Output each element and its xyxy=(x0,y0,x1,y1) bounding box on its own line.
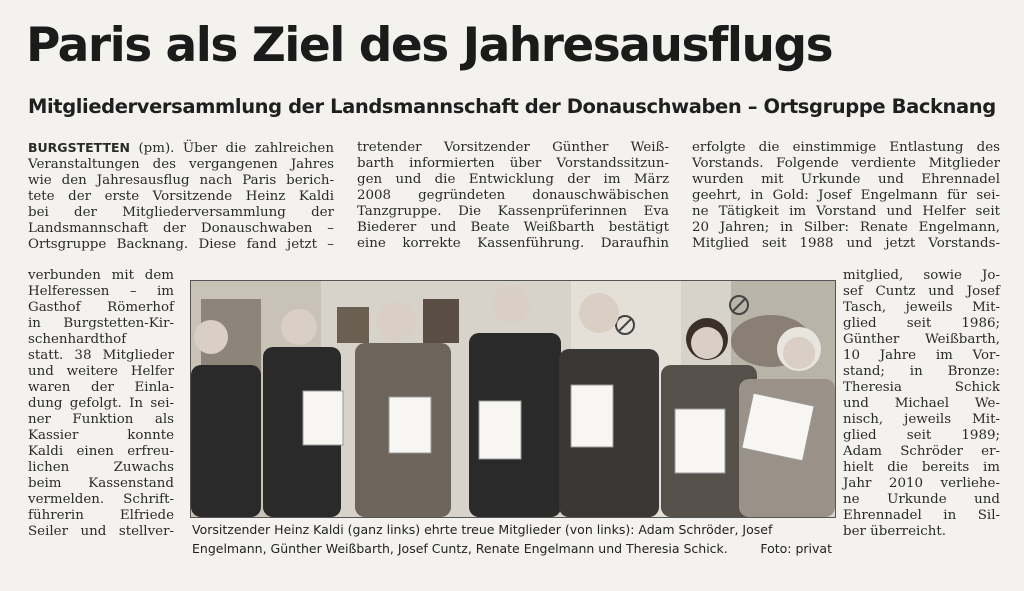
group-photo xyxy=(190,280,836,518)
article-line: ne Tätigkeit im Vorstand und Helfer seit xyxy=(692,204,1000,219)
headline: Paris als Ziel des Jahresausflugs xyxy=(26,18,833,73)
article-line xyxy=(28,140,334,157)
article-line: Vorstands. Folgende verdiente Mitglieder xyxy=(692,156,1000,171)
article-column-1-narrow xyxy=(28,268,174,540)
article-line: 10 Jahre im Vor- xyxy=(843,348,1000,363)
article-line: und weitere Helfer xyxy=(28,364,174,379)
article-line: 2008 gegründeten donauschwäbischen xyxy=(357,188,669,203)
article-line: wurden mit Urkunde und Ehrennadel xyxy=(692,172,1000,187)
article-line: Tasch, jeweils Mit- xyxy=(843,300,1000,315)
article-line: gen und die Entwicklung der im März xyxy=(357,172,669,187)
article-line: Kaldi einen erfreu- xyxy=(28,444,174,459)
article-line: Ortsgruppe Backnang. Diese fand jetzt – xyxy=(28,237,334,252)
article-column-3 xyxy=(692,140,1000,252)
article-line: verbunden mit dem xyxy=(28,268,174,283)
article-line: geehrt, in Gold: Josef Engelmann für sei- xyxy=(692,188,1000,203)
dateline: BURGSTETTEN xyxy=(28,140,130,155)
article-line: waren der Einla- xyxy=(28,380,174,395)
article-line: Veranstaltungen des vergangenen Jahres xyxy=(28,157,334,172)
article-line: erfolgte die einstimmige Entlastung des xyxy=(692,140,1000,155)
article-line: Adam Schröder er- xyxy=(843,444,1000,459)
article-line: schenhardthof xyxy=(28,332,127,347)
article-line: führerin Elfriede xyxy=(28,508,174,523)
article-line: nisch, jeweils Mit- xyxy=(843,412,1000,427)
article-line: glied seit 1989; xyxy=(843,428,1000,443)
photo-caption xyxy=(192,520,832,558)
article-line: in Burgstetten-Kir- xyxy=(28,316,174,331)
article-line: Biederer und Beate Weißbarth bestätigt xyxy=(357,220,669,235)
article-line: Seiler und stellver- xyxy=(28,524,174,539)
photo-credit: Foto: privat xyxy=(760,541,832,556)
article-line: glied seit 1986; xyxy=(843,316,1000,331)
article-line: sef Cuntz und Josef xyxy=(843,284,1000,299)
article-line: Günther Weißbarth, xyxy=(843,332,1000,347)
article-line: (pm). Über die zahlreichen xyxy=(129,141,334,156)
article-line: tretender Vorsitzender Günther Weiß- xyxy=(357,140,669,155)
article-line: Mitglied seit 1988 und jetzt Vorstands- xyxy=(692,236,1000,251)
article-line: tete der erste Vorsitzende Heinz Kaldi xyxy=(28,189,334,204)
article-line: barth informierten über Vorstandssitzun- xyxy=(357,156,669,171)
article-line: mitglied, sowie Jo- xyxy=(843,268,1000,283)
article-column-2 xyxy=(357,140,669,252)
article-line: stand; in Bronze: xyxy=(843,364,1000,379)
article-line: Tanzgruppe. Die Kassenprüferinnen Eva xyxy=(357,204,669,219)
article-line: und Michael We- xyxy=(843,396,1000,411)
article-line: Theresia Schick xyxy=(843,380,1000,395)
article-line: lichen Zuwachs xyxy=(28,460,174,475)
article-line: ne Urkunde und xyxy=(843,492,1000,507)
article-line: statt. 38 Mitglieder xyxy=(28,348,174,363)
article-line: hielt die bereits im xyxy=(843,460,1000,475)
article-line: wie den Jahresausflug nach Paris berich- xyxy=(28,173,334,188)
article-line: dung gefolgt. In sei- xyxy=(28,396,174,411)
article-line: beim Kassenstand xyxy=(28,476,174,491)
article-line: bei der Mitgliederversammlung der xyxy=(28,205,334,220)
article-line: Kassier konnte xyxy=(28,428,174,443)
article-line: ner Funktion als xyxy=(28,412,174,427)
caption-text: Vorsitzender Heinz Kaldi (ganz links) ehrte treue Mitglieder (von links): Adam Schröder, Josef Engelmann, Günther Weißbarth, Josef Cuntz, Renate Engelmann und Theresia Schick. xyxy=(192,522,773,556)
article-line: eine korrekte Kassenführung. Daraufhin xyxy=(357,236,669,251)
subheadline: Mitgliederversammlung der Landsmannschaft der Donauschwaben – Ortsgruppe Backnang xyxy=(28,95,996,118)
article-line: Jahr 2010 verliehe- xyxy=(843,476,1000,491)
article-line: Landsmannschaft der Donauschwaben – xyxy=(28,221,334,236)
article-line: 20 Jahren; in Silber: Renate Engelmann, xyxy=(692,220,1000,235)
article-line: ber überreicht. xyxy=(843,524,947,539)
article-line: Helferessen – im xyxy=(28,284,174,299)
article-column-3-narrow xyxy=(843,268,1000,540)
article-line: Ehrennadel in Sil- xyxy=(843,508,1000,523)
article-column-1 xyxy=(28,140,334,253)
article-line: Gasthof Römerhof xyxy=(28,300,174,315)
article-line: vermelden. Schrift- xyxy=(28,492,174,507)
